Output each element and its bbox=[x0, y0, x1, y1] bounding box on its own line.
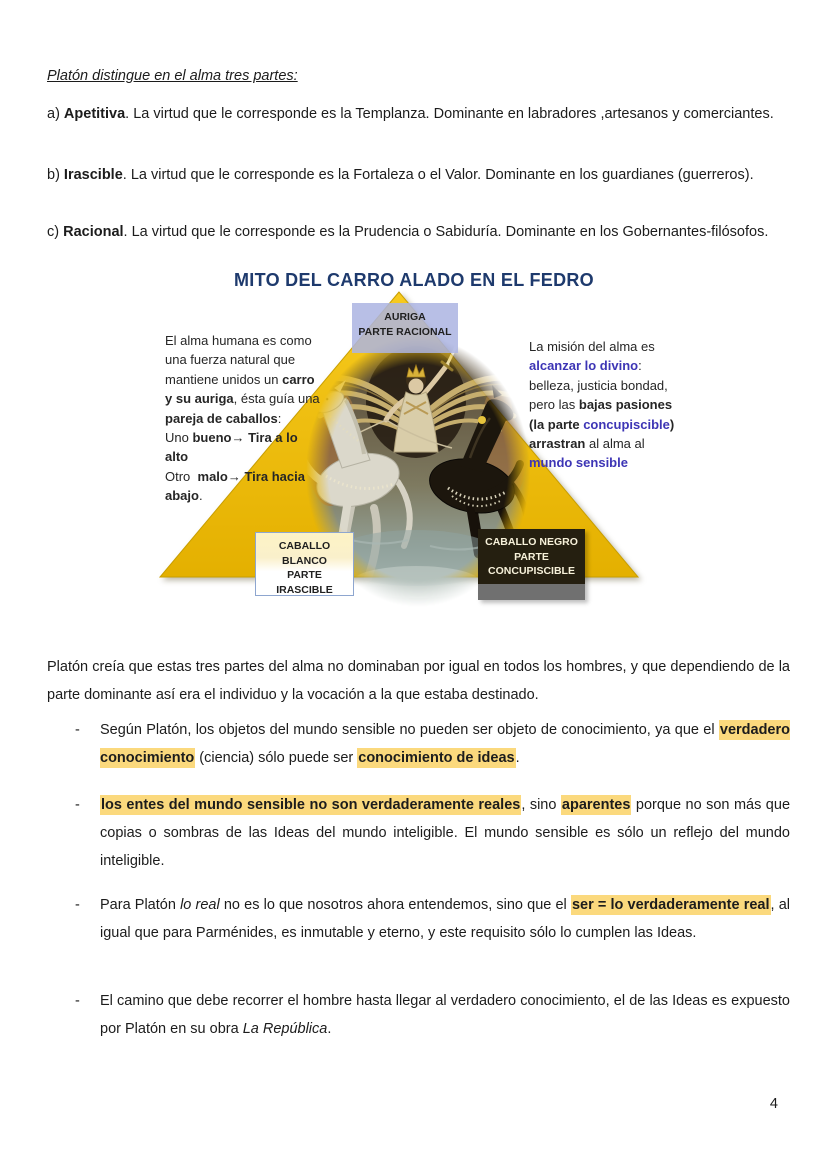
bullet-text: El camino que debe recorrer el hombre hasta llegar al verdadero conocimiento, el de las Ideas es expuesto por Platón en su obra La República. bbox=[100, 993, 790, 1037]
paragraph-apetitiva: a) Apetitiva. La virtud que le corresponde es la Templanza. Dominante en labradores ,artesanos y comerciantes. bbox=[47, 106, 774, 122]
right-note: La misión del alma es alcanzar lo divino: belleza, justicia bondad, pero las bajas pasiones (la parte concupiscible) arrastran al alma al mundo sensible bbox=[529, 339, 675, 471]
list-item bbox=[47, 791, 790, 875]
list-item bbox=[47, 716, 790, 772]
gray-strip bbox=[478, 584, 585, 600]
page-heading: Platón distingue en el alma tres partes: bbox=[47, 68, 298, 84]
intro-paragraph: Platón creía que estas tres partes del alma no dominaban por igual en todos los hombres, y que dependiendo de la parte dominante así era el individuo y la vocación a la que estaba destinado. bbox=[47, 659, 790, 703]
black-horse-label-text: CABALLO NEGRO PARTE CONCUPISCIBLE bbox=[478, 529, 585, 584]
bullet-text: los entes del mundo sensible no son verdaderamente reales, sino aparentes porque no son más que copias o sombras de las Ideas del mundo inteligible. El mundo sensible es sólo un reflejo del mundo inteligible. bbox=[100, 797, 791, 869]
page-number: 4 bbox=[769, 1096, 778, 1112]
diagram-title: MITO DEL CARRO ALADO EN EL FEDRO bbox=[234, 270, 594, 290]
auriga-label-box: AURIGA PARTE RACIONAL bbox=[352, 303, 458, 353]
bullet-marker: - bbox=[75, 722, 80, 738]
bullet-text: Según Platón, los objetos del mundo sensible no pueden ser objeto de conocimiento, ya que el verdadero conocimiento (ciencia) sólo puede ser conocimiento de ideas. bbox=[100, 722, 790, 766]
bullet-marker: - bbox=[75, 993, 80, 1009]
bullet-marker: - bbox=[75, 897, 80, 913]
left-note: El alma humana es como una fuerza natural que mantiene unidos un carro y su auriga, ésta guía una pareja de caballos: Uno bueno→ Tira a lo alto Otro malo→ Tira hacia abajo. bbox=[165, 333, 320, 504]
black-horse-label-box bbox=[478, 529, 585, 600]
paragraph-irascible: b) Irascible. La virtud que le corresponde es la Fortaleza o el Valor. Dominante en los guardianes (guerreros). bbox=[47, 167, 754, 183]
paragraph-racional: c) Racional. La virtud que le corresponde es la Prudencia o Sabiduría. Dominante en los Gobernantes-filósofos. bbox=[47, 224, 769, 240]
white-horse-label-box: CABALLO BLANCO PARTE IRASCIBLE bbox=[255, 532, 354, 596]
bullet-marker: - bbox=[75, 797, 80, 813]
bullet-text: Para Platón lo real no es lo que nosotros ahora entendemos, sino que el ser = lo verdaderamente real, al igual que para Parménides, es inmutable y eterno, y este requisito sólo lo cumplen las Ideas. bbox=[100, 897, 790, 941]
winged-chariot-diagram bbox=[0, 290, 828, 625]
list-item bbox=[47, 891, 790, 947]
list-item bbox=[47, 987, 790, 1043]
